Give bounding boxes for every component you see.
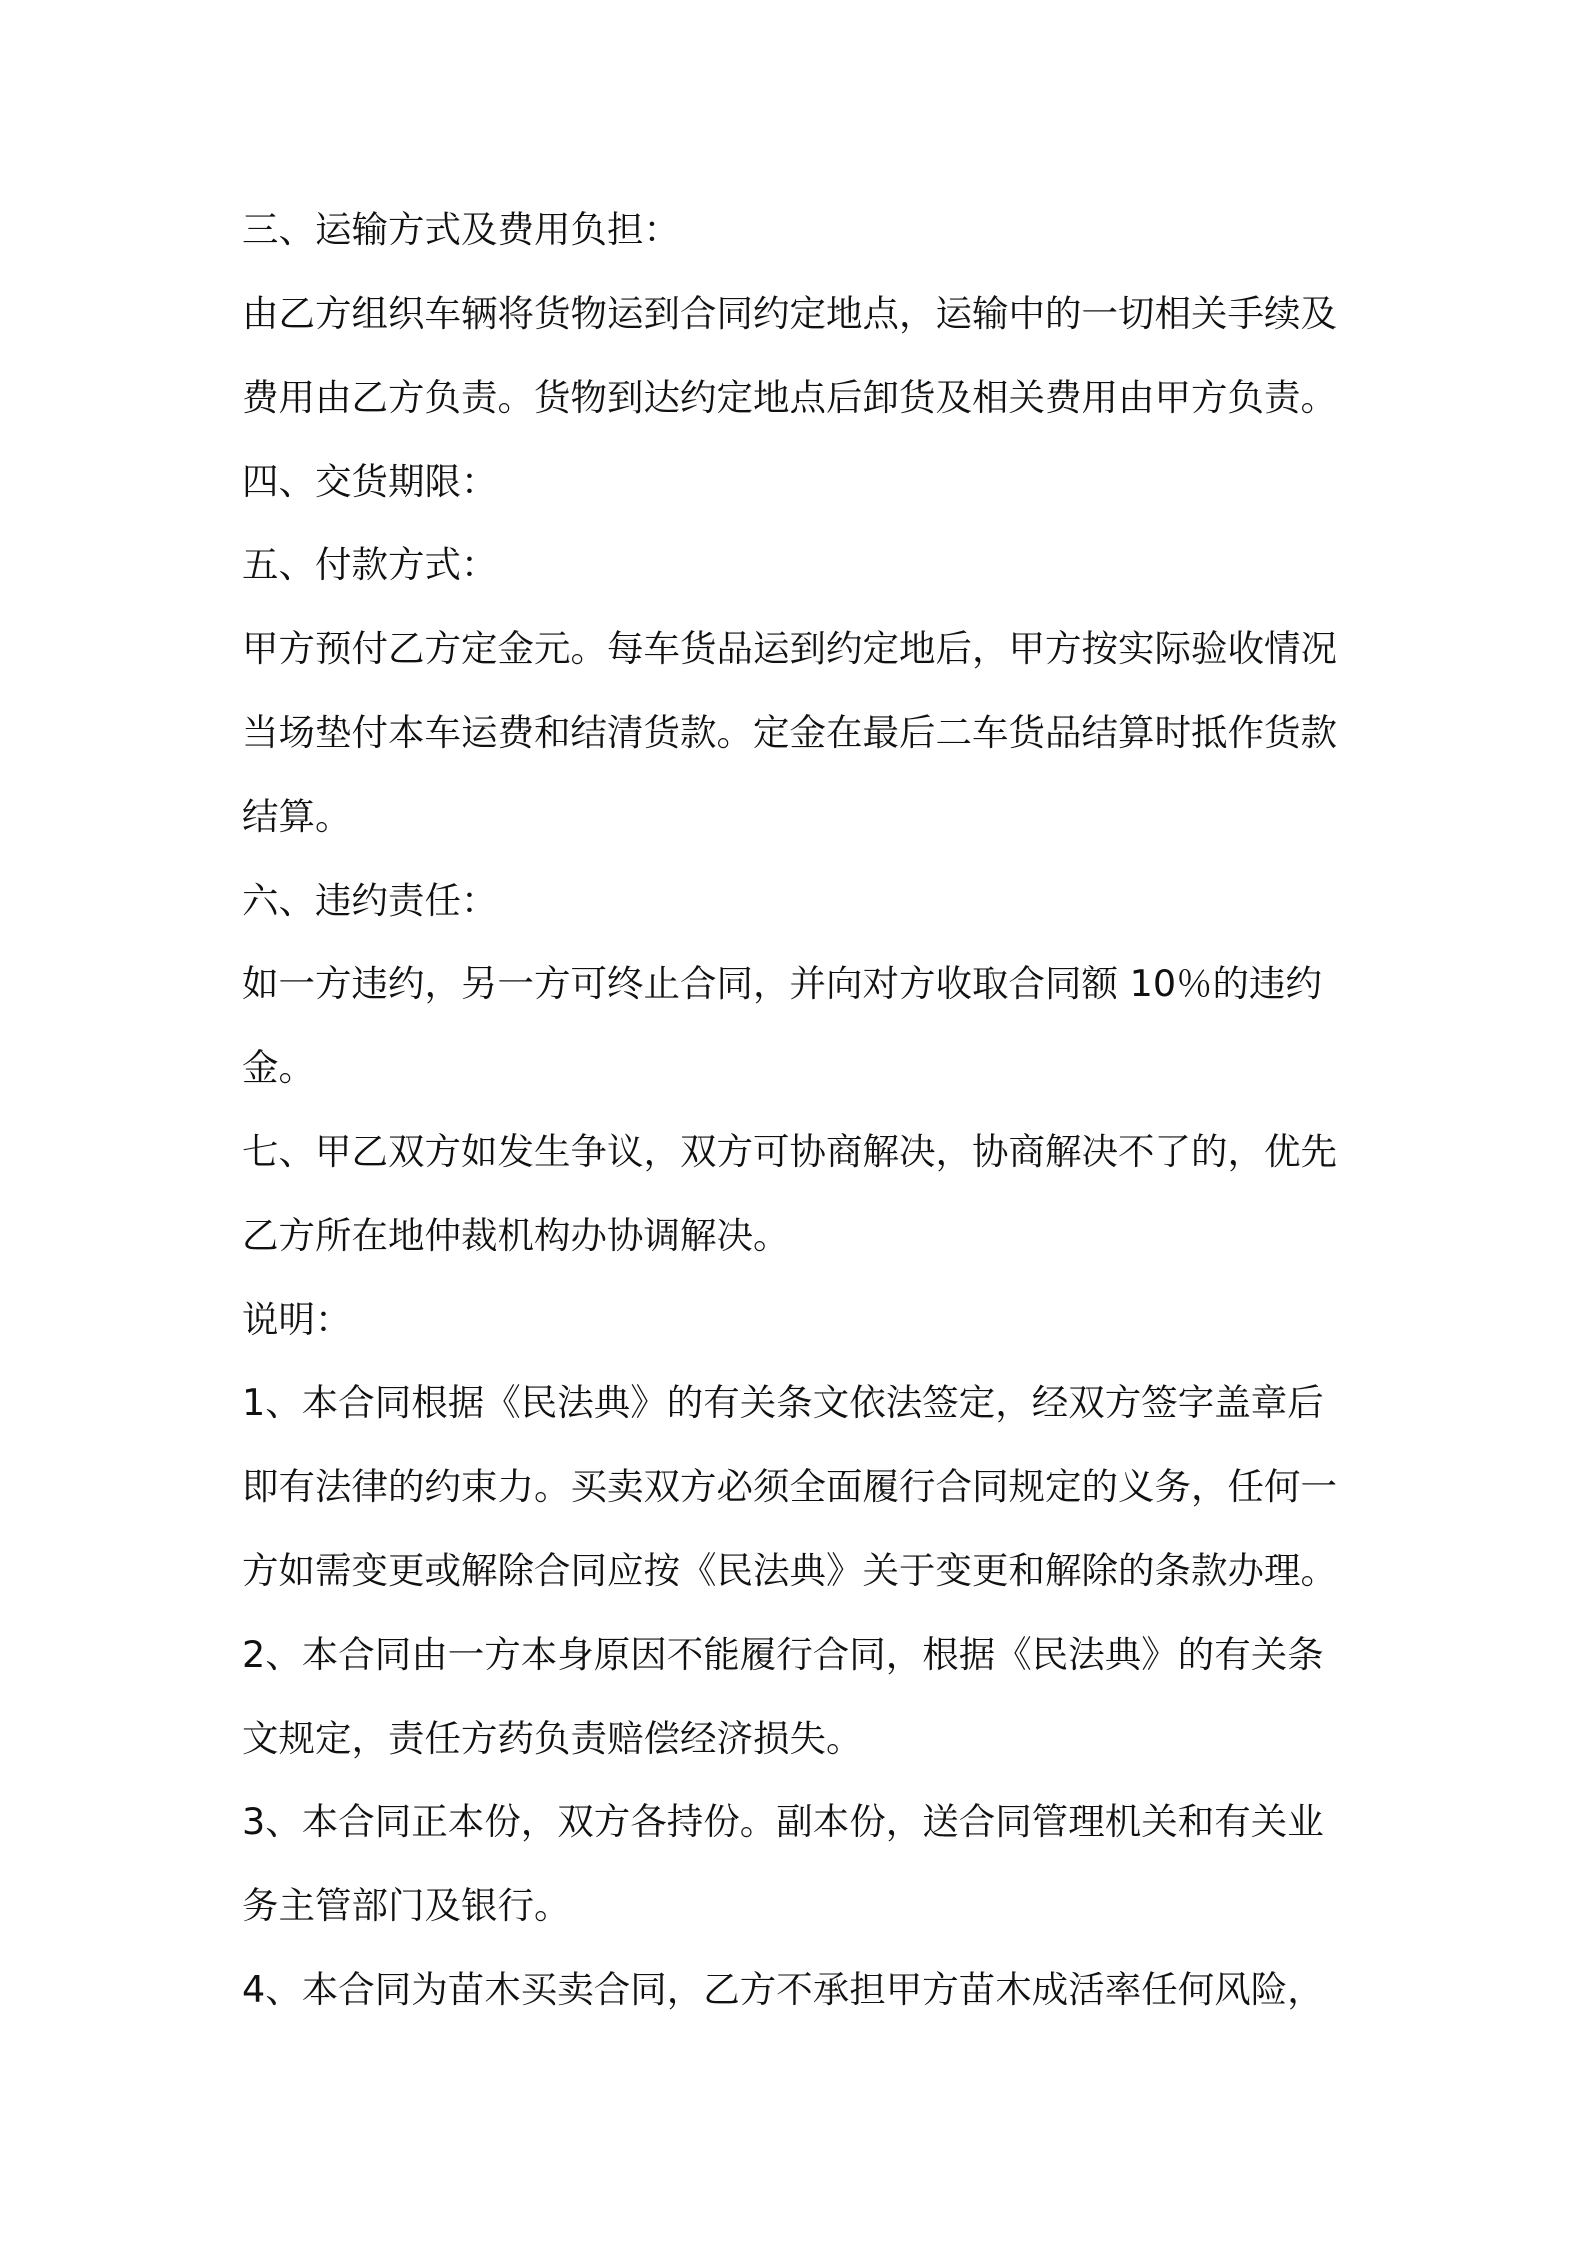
note-item-line: 4、本合同为苗木买卖合同，乙方不承担甲方苗木成活率任何风险， [242,1968,1324,2011]
section-heading-transport: 三、运输方式及费用负担： [242,208,680,251]
section-text-line: 费用由乙方负责。货物到达约定地点后卸货及相关费用由甲方负责。 [242,376,1337,419]
note-item-line: 2、本合同由一方本身原因不能履行合同，根据《民法典》的有关条 [242,1633,1324,1676]
section-text-line: 由乙方组织车辆将货物运到合同约定地点，运输中的一切相关手续及 [242,292,1337,335]
section-text-line: 金。 [242,1046,315,1089]
note-item-line: 即有法律的约束力。买卖双方必须全面履行合同规定的义务，任何一 [242,1465,1337,1508]
note-item-line: 文规定，责任方药负责赔偿经济损失。 [242,1717,863,1760]
section-text-line: 结算。 [242,795,352,838]
note-item-line: 3、本合同正本份，双方各持份。副本份，送合同管理机关和有关业 [242,1800,1324,1843]
note-item-line: 方如需变更或解除合同应按《民法典》关于变更和解除的条款办理。 [242,1549,1337,1592]
notes-heading: 说明： [242,1298,352,1341]
note-item-line: 务主管部门及银行。 [242,1884,571,1927]
section-heading-dispute: 七、甲乙双方如发生争议，双方可协商解决，协商解决不了的，优先 [242,1130,1337,1173]
section-text-line: 如一方违约，另一方可终止合同，并向对方收取合同额 10％的违约 [242,962,1323,1005]
note-item-line: 1、本合同根据《民法典》的有关条文依法签定，经双方签字盖章后 [242,1381,1324,1424]
section-heading-delivery: 四、交货期限： [242,460,498,503]
section-text-line: 甲方预付乙方定金元。每车货品运到约定地后，甲方按实际验收情况 [242,627,1337,670]
section-text-line: 乙方所在地仲裁机构办协调解决。 [242,1214,790,1257]
section-text-line: 当场垫付本车运费和结清货款。定金在最后二车货品结算时抵作货款 [242,711,1337,754]
section-heading-liability: 六、违约责任： [242,879,498,922]
section-heading-payment: 五、付款方式： [242,543,498,586]
